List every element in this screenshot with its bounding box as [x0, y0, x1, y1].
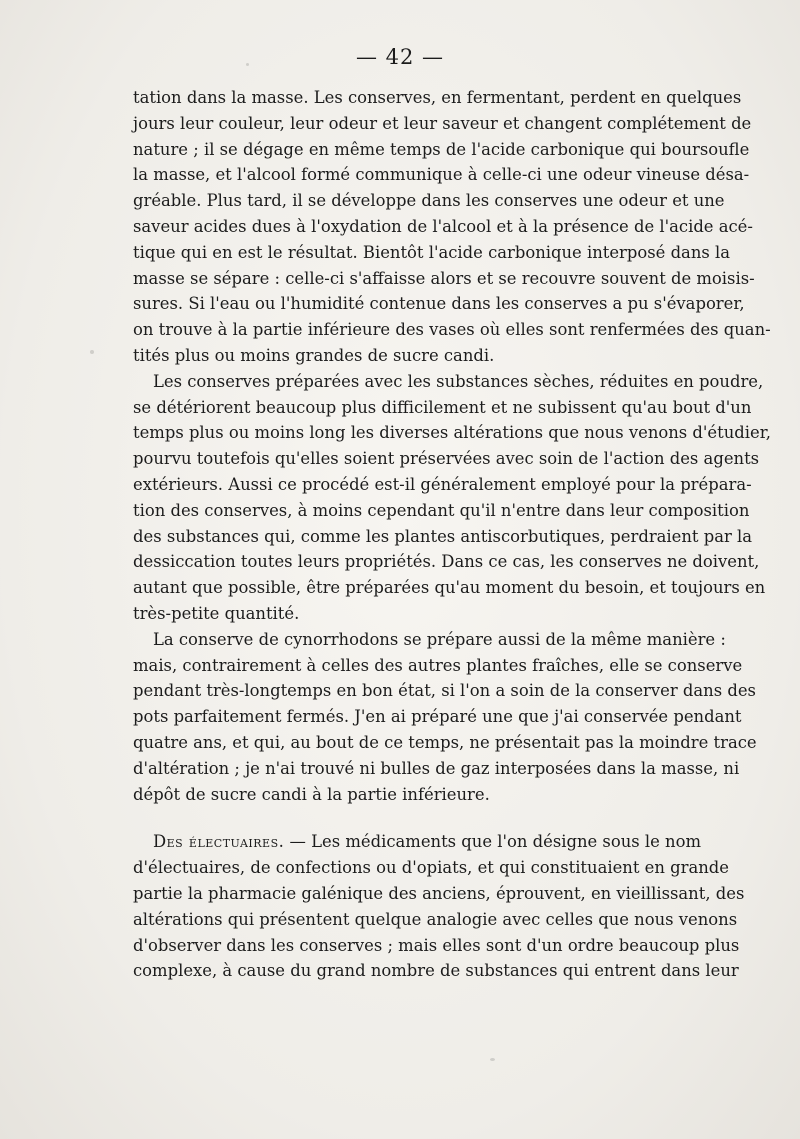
text-line: partie la pharmacie galénique des anciens, éprouvent, en vieillissant, des	[133, 883, 745, 903]
text-line: gréable. Plus tard, il se développe dans les conserves une odeur et une	[133, 191, 725, 211]
text-line: dépôt de sucre candi à la partie inférieure.	[133, 784, 490, 804]
text-line: pots parfaitement fermés. J'en ai préparé une que j'ai conservée pendant	[133, 707, 742, 727]
text-line: nature ; il se dégage en même temps de l'acide carbonique qui boursoufle	[133, 139, 750, 159]
text-line: très-petite quantité.	[133, 603, 300, 623]
text-line: d'altération ; je n'ai trouvé ni bulles de gaz interposées dans la masse, ni	[133, 758, 740, 778]
text-line: Les conserves préparées avec les substances sèches, réduites en poudre,	[153, 371, 764, 391]
paragraph-3	[133, 627, 757, 808]
text-line: dessiccation toutes leurs propriétés. Dans ce cas, les conserves ne doivent,	[133, 552, 760, 572]
text-line: se détériorent beaucoup plus difficilement et ne subissent qu'au bout d'un	[133, 397, 752, 417]
page-number: — 42 —	[355, 45, 445, 69]
ink-speck	[90, 350, 94, 354]
ink-speck	[246, 63, 249, 66]
paragraph-2	[133, 369, 771, 627]
text-line: complexe, à cause du grand nombre de substances qui entrent dans leur	[133, 961, 739, 981]
section-first-line	[133, 829, 702, 855]
page-body	[133, 85, 771, 984]
text-line: autant que possible, être préparées qu'au moment du besoin, et toujours en	[133, 578, 766, 598]
text-line: La conserve de cynorrhodons se prépare aussi de la même manière :	[153, 629, 726, 649]
text-line: pendant très-longtemps en bon état, si l'on a soin de la conserver dans des	[133, 681, 756, 701]
text-line: temps plus ou moins long les diverses altérations que nous venons d'étudier,	[133, 423, 771, 443]
text-line: on trouve à la partie inférieure des vases où elles sont renfermées des quan-	[133, 320, 771, 340]
text-line: d'électuaires, de confections ou d'opiats, et qui constituaient en grande	[133, 858, 729, 878]
section-electuaires	[133, 829, 745, 984]
text-line: tique qui en est le résultat. Bientôt l'acide carbonique interposé dans la	[133, 242, 731, 262]
text-line: sures. Si l'eau ou l'humidité contenue dans les conserves a pu s'évaporer,	[133, 294, 745, 314]
text-line: extérieurs. Aussi ce procédé est-il généralement employé pour la prépara-	[133, 474, 752, 494]
text-line: tation dans la masse. Les conserves, en fermentant, perdent en quelques	[133, 88, 742, 107]
ink-speck	[490, 1058, 495, 1061]
text-line: d'observer dans les conserves ; mais elles sont d'un ordre beaucoup plus	[133, 935, 740, 955]
section-lines	[133, 855, 745, 984]
text-line: saveur acides dues à l'oxydation de l'alcool et à la présence de l'acide acé-	[133, 216, 753, 236]
text-line: altérations qui présentent quelque analogie avec celles que nous venons	[133, 909, 738, 929]
section-heading: Des électuaires.	[153, 832, 285, 852]
text-line: quatre ans, et qui, au bout de ce temps, ne présentait pas la moindre trace	[133, 732, 757, 752]
text-line: des substances qui, comme les plantes antiscorbutiques, perdraient par la	[133, 526, 753, 546]
paragraph-1	[133, 85, 771, 369]
text-line: masse se sépare : celle-ci s'affaisse alors et se recouvre souvent de moisis-	[133, 268, 755, 288]
text-line: tités plus ou moins grandes de sucre candi.	[133, 345, 495, 365]
text-line: la masse, et l'alcool formé communique à celle-ci une odeur vineuse désa-	[133, 165, 750, 185]
section-first-line-text: — Les médicaments que l'on désigne sous le nom	[284, 832, 702, 852]
text-line: mais, contrairement à celles des autres plantes fraîches, elle se conserve	[133, 655, 743, 675]
text-line: jours leur couleur, leur odeur et leur saveur et changent complétement de	[133, 113, 752, 133]
text-line: pourvu toutefois qu'elles soient préservées avec soin de l'action des agents	[133, 449, 760, 469]
section-gap	[133, 807, 699, 829]
text-line: tion des conserves, à moins cependant qu'il n'entre dans leur composition	[133, 500, 750, 520]
